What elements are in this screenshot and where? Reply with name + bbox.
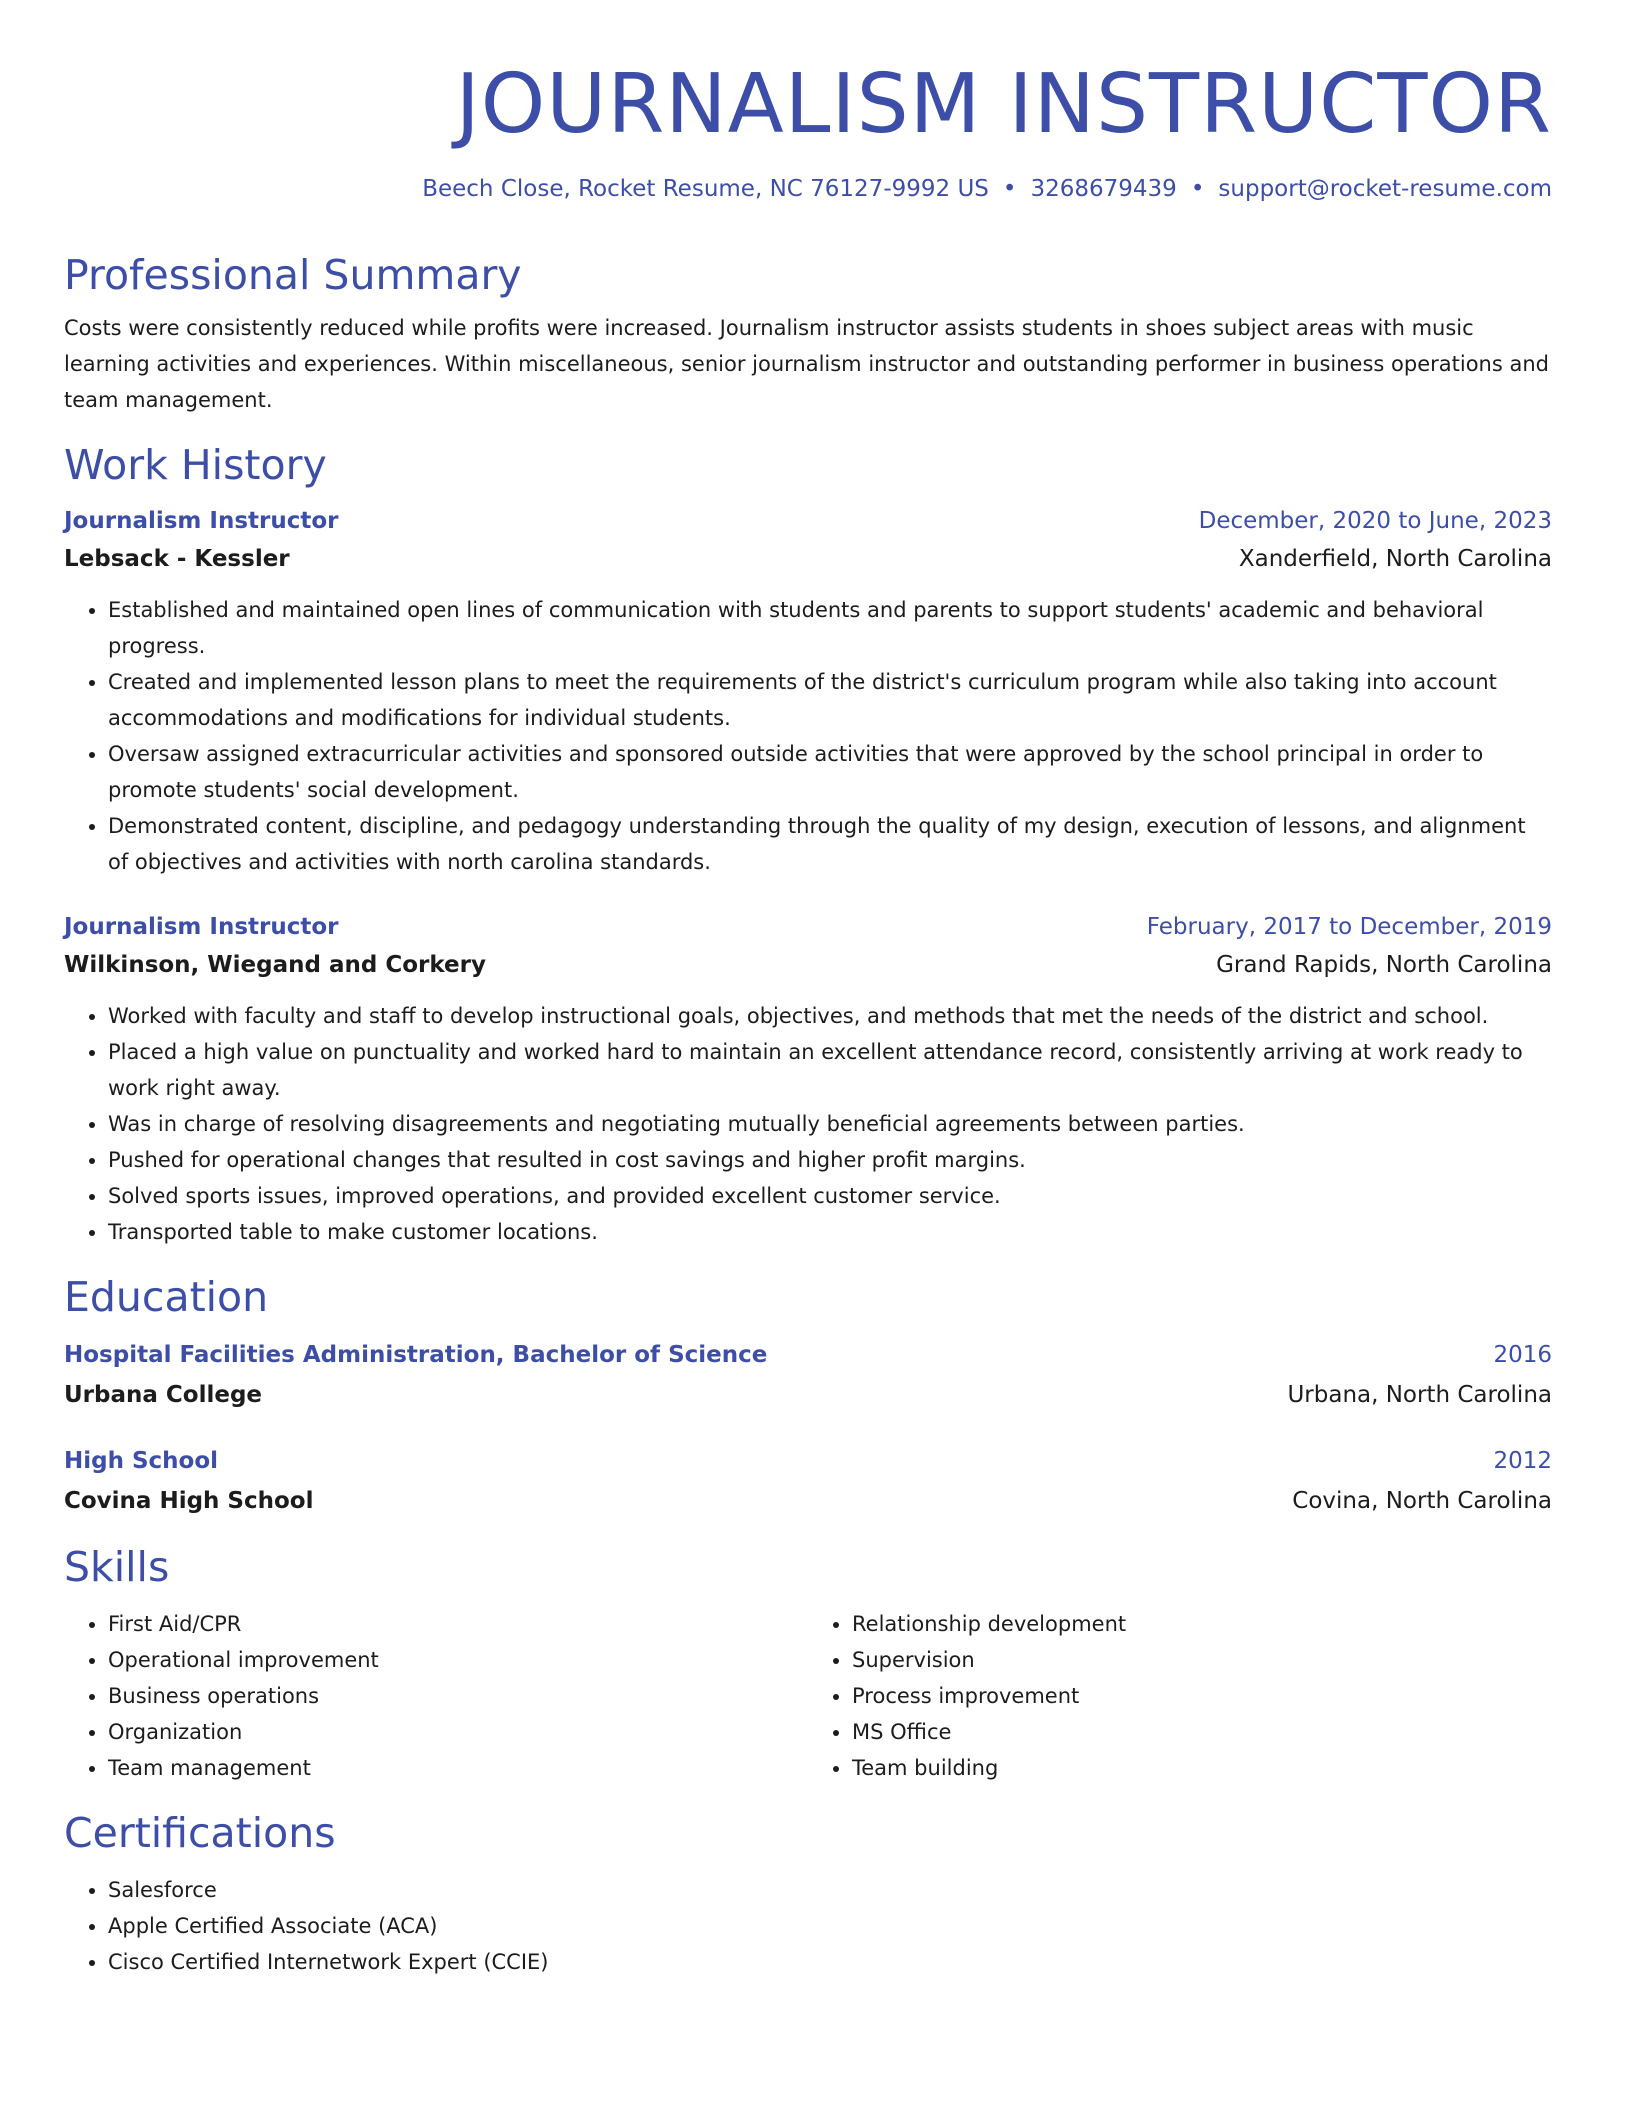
skill-item: • Relationship development (852, 1606, 1552, 1642)
certifications-list (64, 1872, 1552, 1980)
job-bullet: • Created and implemented lesson plans to meet the requirements of the district's curriculum program while also taking into account accommodations and modifications for individual students. (108, 664, 1552, 736)
contact-separator: • (1002, 176, 1017, 202)
skills-column-left (64, 1606, 808, 1786)
education-year: 2012 (1493, 1448, 1552, 1474)
section-title-certifications: Certifications (64, 1809, 336, 1857)
skill-item: • MS Office (852, 1714, 1552, 1750)
education-degree: High School (64, 1448, 219, 1474)
skill-item: • Process improvement (852, 1678, 1552, 1714)
education-location: Covina, North Carolina (1292, 1488, 1552, 1514)
skills-list (64, 1606, 1552, 1786)
work-entry (64, 502, 1552, 880)
education-location: Urbana, North Carolina (1287, 1382, 1552, 1408)
job-location: Xanderfield, North Carolina (1238, 546, 1552, 572)
job-company: Lebsack - Kessler (64, 546, 290, 572)
job-title: Journalism Instructor (64, 914, 339, 940)
job-bullet: • Worked with faculty and staff to develop instructional goals, objectives, and methods that met the needs of the district and school. (108, 998, 1552, 1034)
section-title-summary: Professional Summary (64, 251, 522, 299)
job-bullet: • Established and maintained open lines of communication with students and parents to support students' academic and behavioral progress. (108, 592, 1552, 664)
resume-page (64, 0, 1552, 1980)
skill-item: • Supervision (852, 1642, 1552, 1678)
job-bullet: • Oversaw assigned extracurricular activities and sponsored outside activities that were approved by the school principal in order to promote students' social development. (108, 736, 1552, 808)
education-school: Urbana College (64, 1382, 263, 1408)
job-bullet: • Transported table to make customer locations. (108, 1214, 1552, 1250)
contact-address: Beech Close, Rocket Resume, NC 76127-9992 US (422, 176, 989, 202)
skill-item: • Team management (108, 1750, 808, 1786)
contact-line (64, 174, 1552, 204)
skill-item: • Business operations (108, 1678, 808, 1714)
summary-text: Costs were consistently reduced while profits were increased. Journalism instructor assists students in shoes subject areas with music learning activities and experiences. Within miscellaneous, senior journalism instructor and outstanding performer in business operations and team management. (64, 316, 1549, 412)
work-entry (64, 908, 1552, 1250)
certification-item: • Apple Certified Associate (ACA) (108, 1908, 1552, 1944)
section-title-work: Work History (64, 441, 327, 489)
skill-item: • First Aid/CPR (108, 1606, 808, 1642)
job-bullet: • Solved sports issues, improved operations, and provided excellent customer service. (108, 1178, 1552, 1214)
job-bullet: • Was in charge of resolving disagreements and negotiating mutually beneficial agreements between parties. (108, 1106, 1552, 1142)
job-location: Grand Rapids, North Carolina (1216, 952, 1552, 978)
contact-separator: • (1190, 176, 1205, 202)
education-entry (64, 1336, 1552, 1414)
certification-item: • Salesforce (108, 1872, 1552, 1908)
contact-email[interactable]: support@rocket-resume.com (1218, 176, 1552, 202)
job-title: Journalism Instructor (64, 508, 339, 534)
certification-item: • Cisco Certified Internetwork Expert (CCIE) (108, 1944, 1552, 1980)
skill-item: • Organization (108, 1714, 808, 1750)
job-bullets (64, 592, 1552, 880)
job-bullet: • Pushed for operational changes that resulted in cost savings and higher profit margins. (108, 1142, 1552, 1178)
education-entry (64, 1442, 1552, 1520)
job-bullet: • Demonstrated content, discipline, and pedagogy understanding through the quality of my design, execution of lessons, and alignment of objectives and activities with north carolina standards. (108, 808, 1552, 880)
job-company: Wilkinson, Wiegand and Corkery (64, 952, 486, 978)
education-school: Covina High School (64, 1488, 314, 1514)
contact-phone: 3268679439 (1030, 176, 1177, 202)
education-year: 2016 (1493, 1342, 1552, 1368)
job-bullets (64, 998, 1552, 1250)
job-bullet: • Placed a high value on punctuality and worked hard to maintain an excellent attendance record, consistently arriving at work ready to work right away. (108, 1034, 1552, 1106)
job-dates: December, 2020 to June, 2023 (1198, 508, 1552, 534)
education-degree: Hospital Facilities Administration, Bachelor of Science (64, 1342, 768, 1368)
section-title-education: Education (64, 1273, 269, 1321)
skills-column-right (808, 1606, 1552, 1786)
skill-item: • Operational improvement (108, 1642, 808, 1678)
section-title-skills: Skills (64, 1543, 170, 1591)
skill-item: • Team building (852, 1750, 1552, 1786)
candidate-title: JOURNALISM INSTRUCTOR (455, 57, 1552, 152)
job-dates: February, 2017 to December, 2019 (1146, 914, 1552, 940)
